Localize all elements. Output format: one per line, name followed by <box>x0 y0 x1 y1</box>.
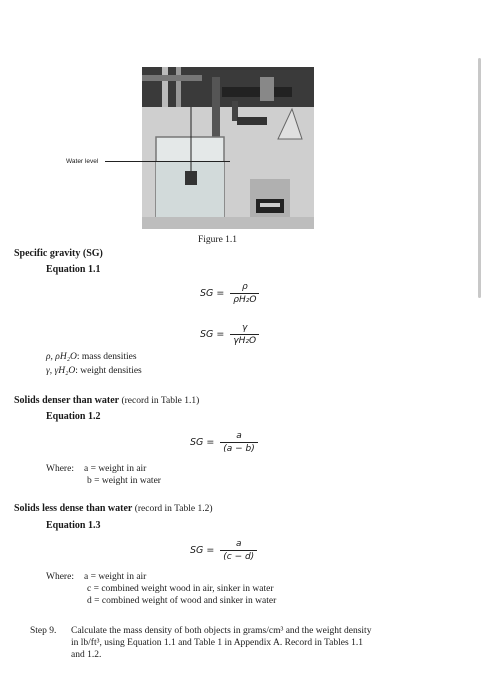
where1-label: Where: <box>46 464 74 474</box>
where2-d: d = combined weight of wood and sinker in water <box>87 596 277 606</box>
weight-density-definition <box>46 366 142 376</box>
eq11b-denominator: γH₂O <box>230 334 259 346</box>
eq11b-numerator: γ <box>241 323 248 333</box>
sg-heading: Specific gravity (SG) <box>14 248 103 259</box>
weight-density-text: : weight densities <box>75 366 142 376</box>
weight-density-symbols: γ, γH₂O <box>46 366 76 376</box>
dense-heading-bold: Solids denser than water <box>14 395 120 406</box>
eq13-denominator: (c − d) <box>220 550 257 562</box>
equation-1-1a <box>200 282 259 305</box>
where1-a: a = weight in air <box>84 464 147 474</box>
equation-1-1b <box>200 323 259 346</box>
dense-heading <box>14 395 199 406</box>
eq13-lhs: SG = <box>190 545 215 556</box>
where2-a: a = weight in air <box>84 572 147 582</box>
eq11a-lhs: SG = <box>200 288 225 299</box>
eq11a-numerator: ρ <box>241 282 248 292</box>
step-9-line-1: Calculate the mass density of both objects in grams/cm³ and the weight density <box>71 626 372 636</box>
less-dense-heading-bold: Solids less dense than water <box>14 503 133 514</box>
equation-1-3-label: Equation 1.3 <box>46 520 101 531</box>
eq12-denominator: (a − b) <box>220 442 258 454</box>
mass-density-definition <box>46 352 137 362</box>
vertical-scrollbar[interactable] <box>478 58 481 298</box>
eq12-lhs: SG = <box>190 437 215 448</box>
mass-density-text: : mass densities <box>76 352 137 362</box>
eq12-numerator: a <box>236 431 242 441</box>
eq13-numerator: a <box>235 539 242 549</box>
step-9-line-2: in lb/ft³, using Equation 1.1 and Table 1 in Appendix A. Record in Tables 1.1 <box>71 638 363 648</box>
where2-label: Where: <box>46 572 74 582</box>
step-9-line-3: and 1.2. <box>71 650 102 660</box>
water-level-label: Water level <box>66 158 99 165</box>
less-dense-heading <box>14 503 213 514</box>
mass-density-symbols: ρ, ρH₂O <box>46 352 77 362</box>
where2-c: c = combined weight wood in air, sinker in water <box>87 584 274 594</box>
water-level-line <box>105 161 230 162</box>
figure-photo <box>142 67 314 229</box>
eq11b-lhs: SG = <box>200 329 225 340</box>
equation-1-3 <box>190 539 257 562</box>
equation-1-2 <box>190 431 258 454</box>
figure-caption: Figure 1.1 <box>198 235 238 245</box>
equation-1-1-label: Equation 1.1 <box>46 264 101 275</box>
dense-heading-note: (record in Table 1.1) <box>119 396 200 406</box>
less-dense-heading-note: (record in Table 1.2) <box>132 504 213 514</box>
equation-1-2-label: Equation 1.2 <box>46 411 101 422</box>
where1-b: b = weight in water <box>87 476 161 486</box>
eq11a-denominator: ρH₂O <box>230 293 259 305</box>
apparatus-illustration <box>142 67 314 229</box>
step-9-label: Step 9. <box>30 626 57 636</box>
